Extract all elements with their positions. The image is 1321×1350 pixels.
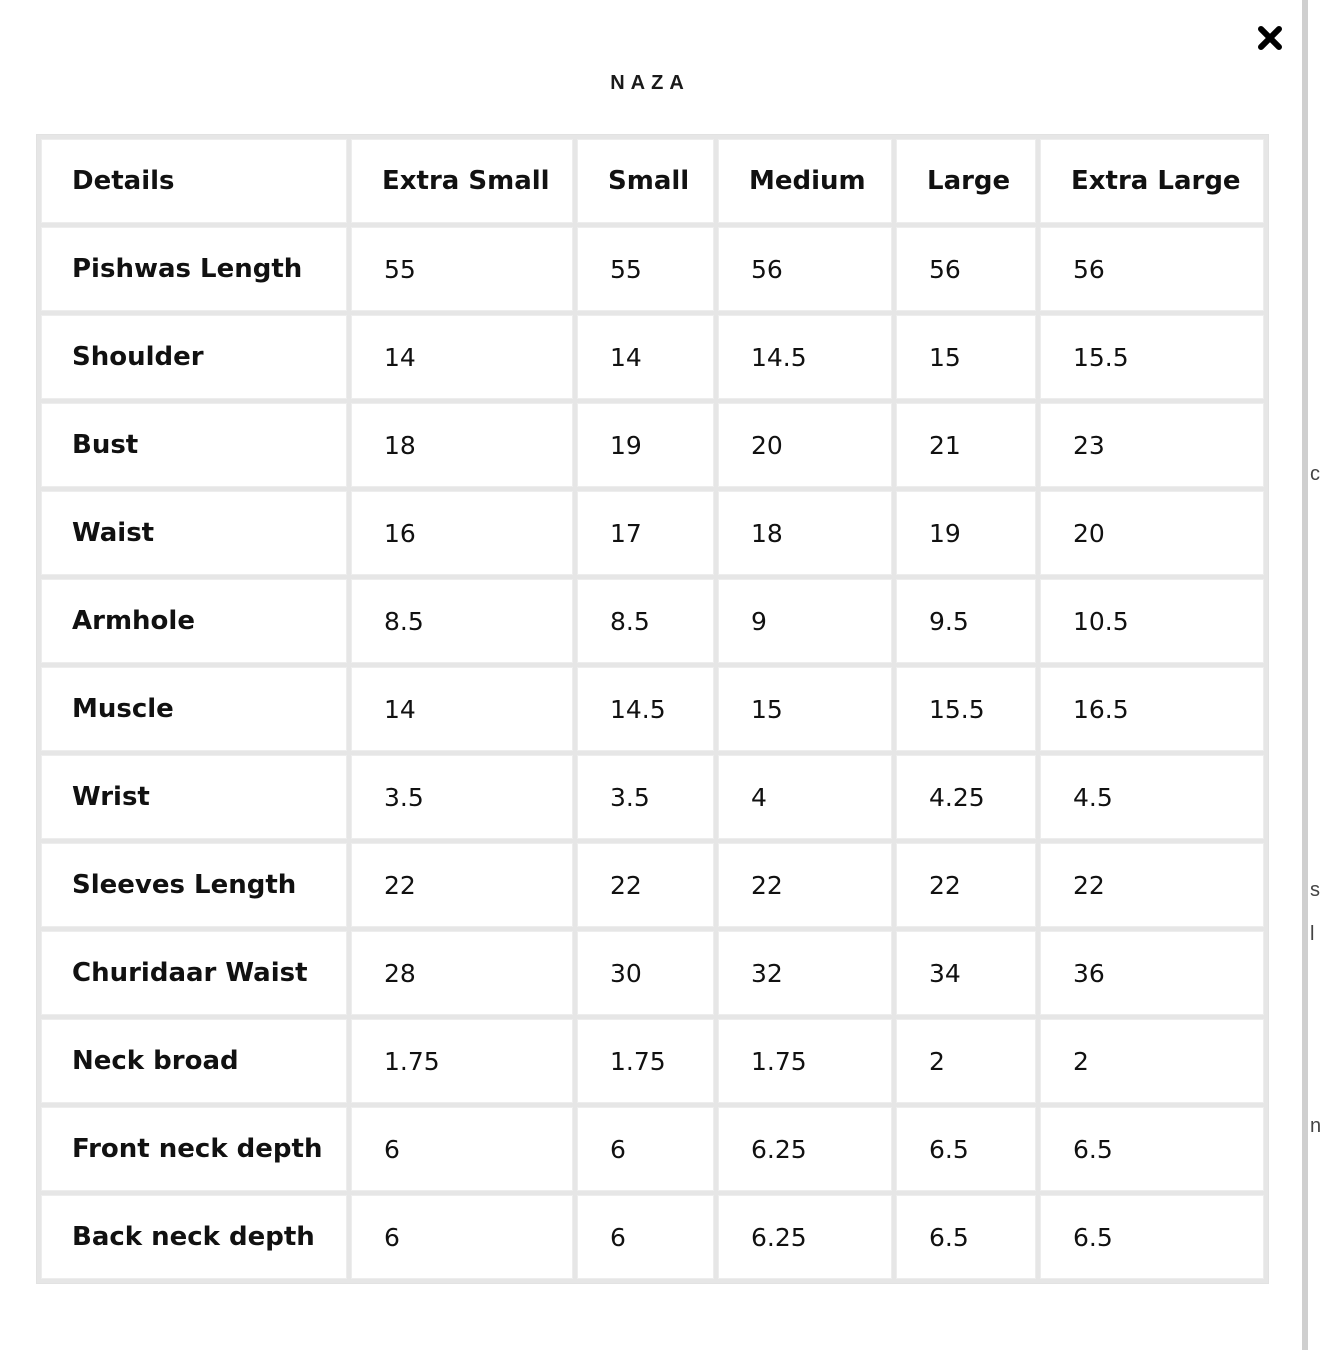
row-label: Armhole — [41, 579, 347, 663]
table-cell: 4 — [718, 755, 892, 839]
table-cell: 6.5 — [896, 1195, 1036, 1279]
column-header: Small — [577, 139, 714, 223]
table-cell: 20 — [1040, 491, 1264, 575]
table-cell: 6.5 — [896, 1107, 1036, 1191]
table-row — [41, 403, 1264, 487]
table-row — [41, 755, 1264, 839]
table-cell: 22 — [1040, 843, 1264, 927]
row-label: Pishwas Length — [41, 227, 347, 311]
table-cell: 22 — [351, 843, 573, 927]
background-text: s — [1310, 879, 1320, 901]
table-row — [41, 667, 1264, 751]
table-cell: 22 — [718, 843, 892, 927]
table-header-row — [41, 139, 1264, 223]
table-cell: 6.5 — [1040, 1107, 1264, 1191]
row-label: Churidaar Waist — [41, 931, 347, 1015]
table-cell: 18 — [718, 491, 892, 575]
close-icon — [1257, 25, 1283, 51]
table-cell: 28 — [351, 931, 573, 1015]
row-label: Waist — [41, 491, 347, 575]
table-row — [41, 1019, 1264, 1103]
table-cell: 17 — [577, 491, 714, 575]
table-cell: 30 — [577, 931, 714, 1015]
table-cell: 34 — [896, 931, 1036, 1015]
table-row — [41, 227, 1264, 311]
table-cell: 55 — [577, 227, 714, 311]
table-cell: 6 — [351, 1107, 573, 1191]
size-chart-table — [36, 134, 1269, 1284]
table-cell: 15.5 — [896, 667, 1036, 751]
table-cell: 56 — [718, 227, 892, 311]
table-cell: 22 — [896, 843, 1036, 927]
row-label: Sleeves Length — [41, 843, 347, 927]
column-header: Medium — [718, 139, 892, 223]
table-cell: 10.5 — [1040, 579, 1264, 663]
table-cell: 1.75 — [577, 1019, 714, 1103]
table-cell: 9 — [718, 579, 892, 663]
background-text: c — [1310, 463, 1320, 485]
table-cell: 20 — [718, 403, 892, 487]
table-cell: 56 — [896, 227, 1036, 311]
table-cell: 32 — [718, 931, 892, 1015]
table-cell: 6.5 — [1040, 1195, 1264, 1279]
table-row — [41, 1195, 1264, 1279]
table-cell: 8.5 — [577, 579, 714, 663]
table-cell: 3.5 — [351, 755, 573, 839]
table-row — [41, 491, 1264, 575]
table-cell: 21 — [896, 403, 1036, 487]
table-cell: 15.5 — [1040, 315, 1264, 399]
column-header: Large — [896, 139, 1036, 223]
table-cell: 2 — [1040, 1019, 1264, 1103]
table-cell: 56 — [1040, 227, 1264, 311]
table-cell: 6 — [351, 1195, 573, 1279]
table-cell: 15 — [896, 315, 1036, 399]
table-cell: 4.25 — [896, 755, 1036, 839]
table-row — [41, 1107, 1264, 1191]
table-cell: 3.5 — [577, 755, 714, 839]
table-cell: 1.75 — [351, 1019, 573, 1103]
table-cell: 14 — [351, 315, 573, 399]
table-cell: 2 — [896, 1019, 1036, 1103]
background-text: l — [1310, 923, 1315, 945]
row-label: Shoulder — [41, 315, 347, 399]
table-cell: 19 — [577, 403, 714, 487]
background-page-edge — [1302, 0, 1321, 1350]
table-cell: 16.5 — [1040, 667, 1264, 751]
table-cell: 6.25 — [718, 1195, 892, 1279]
background-text: n — [1310, 1115, 1321, 1137]
table-cell: 55 — [351, 227, 573, 311]
table-cell: 18 — [351, 403, 573, 487]
table-cell: 22 — [577, 843, 714, 927]
column-header: Extra Small — [351, 139, 573, 223]
row-label: Front neck depth — [41, 1107, 347, 1191]
table-cell: 8.5 — [351, 579, 573, 663]
column-header: Details — [41, 139, 347, 223]
close-button[interactable] — [1252, 20, 1288, 56]
table-row — [41, 315, 1264, 399]
table-cell: 4.5 — [1040, 755, 1264, 839]
column-header: Extra Large — [1040, 139, 1264, 223]
table-row — [41, 579, 1264, 663]
table-cell: 6.25 — [718, 1107, 892, 1191]
row-label: Bust — [41, 403, 347, 487]
table-cell: 14 — [351, 667, 573, 751]
table-cell: 15 — [718, 667, 892, 751]
table-cell: 16 — [351, 491, 573, 575]
table-cell: 1.75 — [718, 1019, 892, 1103]
table-cell: 14.5 — [718, 315, 892, 399]
row-label: Wrist — [41, 755, 347, 839]
table-cell: 23 — [1040, 403, 1264, 487]
table-cell: 6 — [577, 1195, 714, 1279]
row-label: Back neck depth — [41, 1195, 347, 1279]
table-row — [41, 931, 1264, 1015]
table-cell: 36 — [1040, 931, 1264, 1015]
row-label: Muscle — [41, 667, 347, 751]
row-label: Neck broad — [41, 1019, 347, 1103]
table-cell: 14.5 — [577, 667, 714, 751]
brand-title: NAZA — [610, 72, 690, 94]
table-cell: 9.5 — [896, 579, 1036, 663]
table-cell: 14 — [577, 315, 714, 399]
table-cell: 19 — [896, 491, 1036, 575]
table-row — [41, 843, 1264, 927]
table-cell: 6 — [577, 1107, 714, 1191]
